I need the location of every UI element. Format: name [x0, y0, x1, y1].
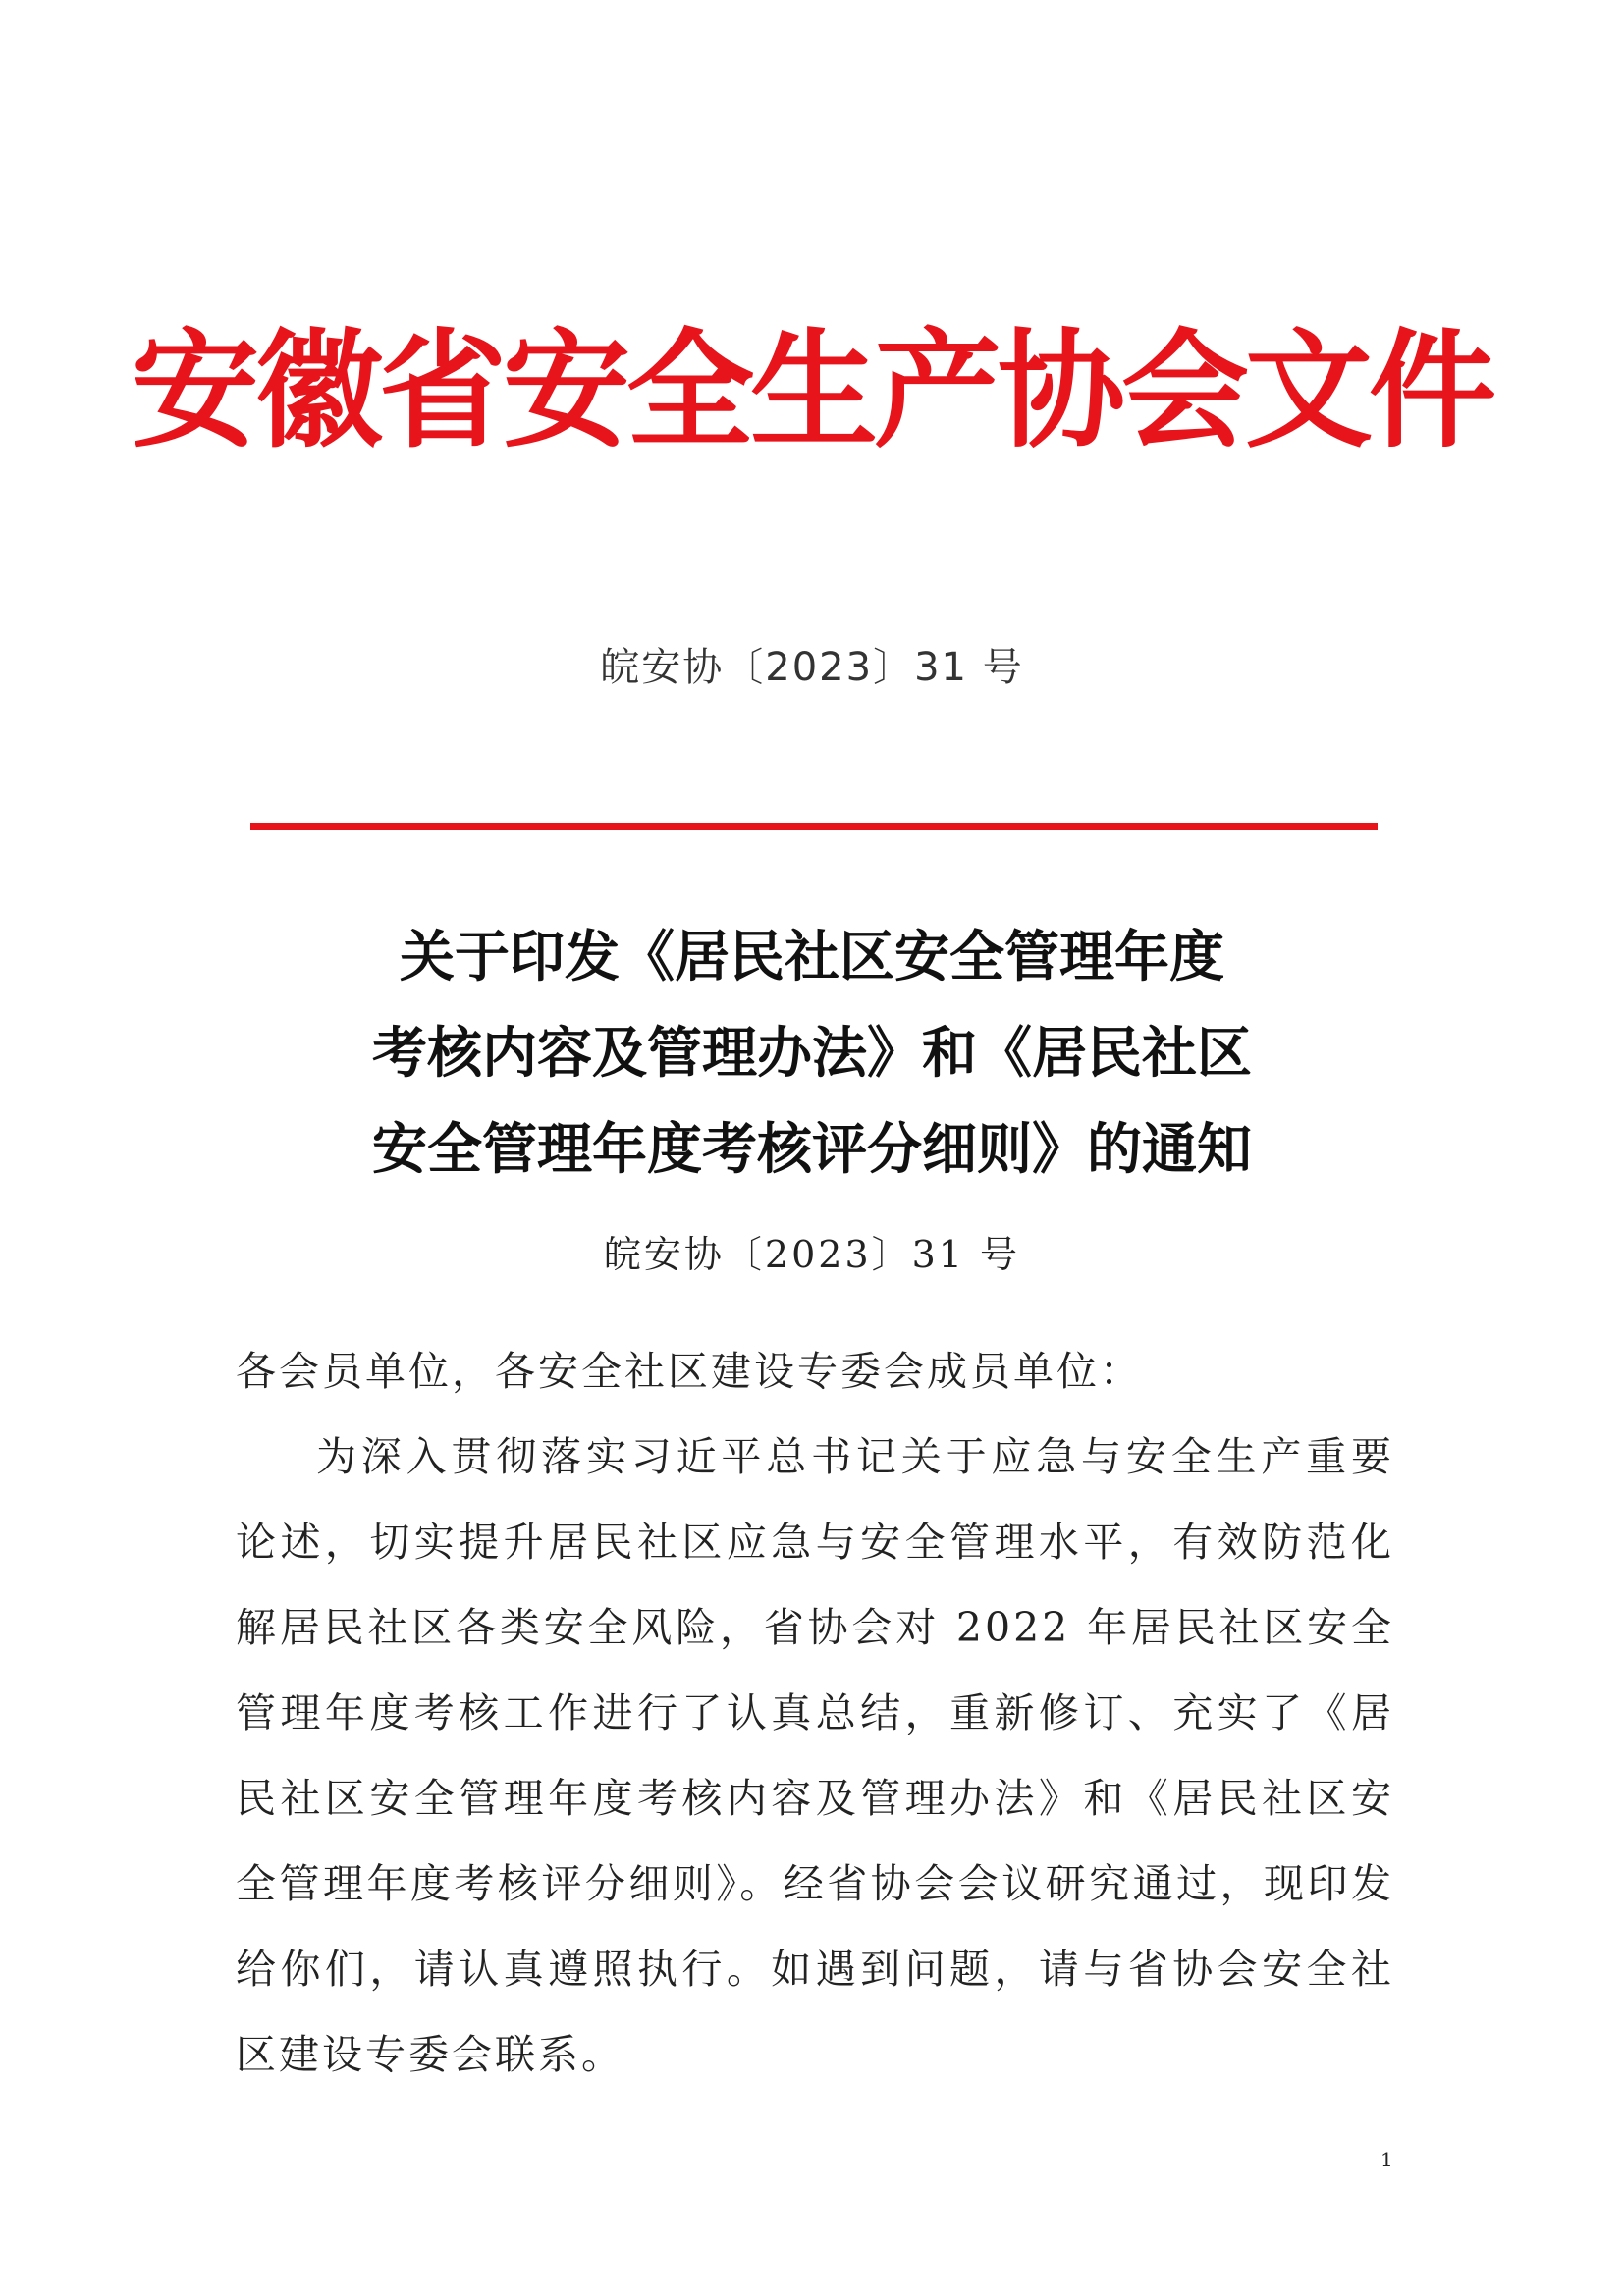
notice-title	[295, 909, 1329, 1198]
red-divider-rule	[250, 823, 1378, 830]
title-line-1: 关于印发《居民社区安全管理年度	[400, 925, 1224, 989]
document-body	[236, 1329, 1394, 2098]
title-line-3: 安全管理年度考核评分细则》的通知	[372, 1117, 1252, 1182]
body-paragraph: 为深入贯彻落实习近平总书记关于应急与安全生产重要论述，切实提升居民社区应急与安全管理水平，有效防范化解居民社区各类安全风险，省协会对 2022 年居民社区安全管理年度考核工作进行了认真总结，重新修订、充实了《居民社区安全管理年度考核内容及管理办法》和《居民社区安全管理年度考核评分细则》。经省协会会议研究通过，现印发给你们，请认真遵照执行。如遇到问题，请与省协会安全社区建设专委会联系。	[236, 1433, 1394, 2078]
salutation: 各会员单位，各安全社区建设专委会成员单位：	[236, 1348, 1143, 1395]
document-masthead: 安徽省安全生产协会文件	[131, 316, 1492, 465]
page-number: 1	[1380, 2148, 1393, 2171]
document-number-header: 皖安协〔2023〕31 号	[600, 645, 1024, 690]
title-line-2: 考核内容及管理办法》和《居民社区	[372, 1021, 1252, 1086]
document-number-subtitle: 皖安协〔2023〕31 号	[603, 1233, 1021, 1276]
